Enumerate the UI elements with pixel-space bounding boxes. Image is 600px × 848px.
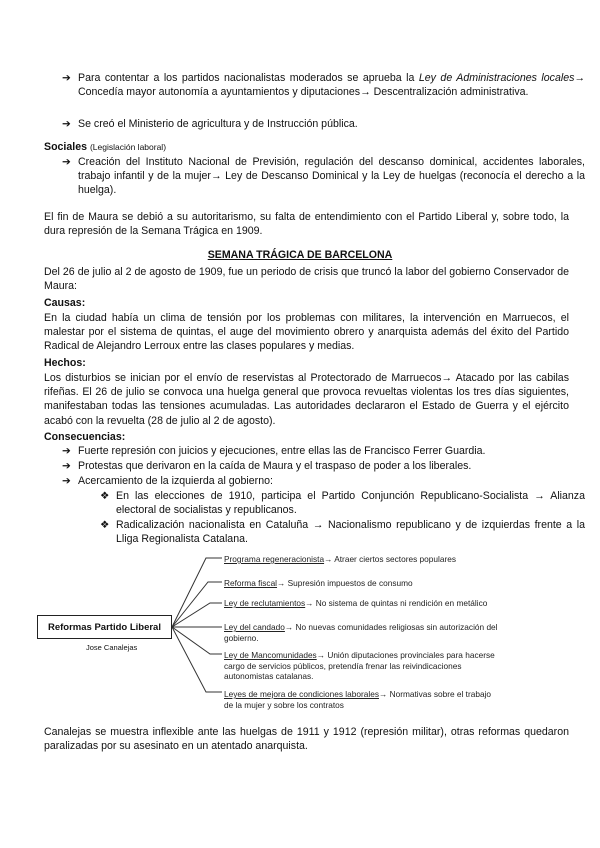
consecuencias-heading: Consecuencias: bbox=[44, 431, 126, 443]
diagram-branch: Reforma fiscal→ Supresión impuestos de consumo bbox=[224, 578, 413, 588]
diagram-branch: Ley del candado→ No nuevas comunidades religiosas sin autorización del gobierno. bbox=[224, 622, 498, 643]
list-item: ➔ Creación del Instituto Nacional de Previsión, regulación del descanso dominical, accidentes laborales, trabajo infantil y de la mujer→ Ley de Descanso Dominical y la Ley de huelgas (reconocía el derecho a la huelga). bbox=[62, 156, 585, 197]
list-item: ➔ Se creó el Ministerio de agricultura y de Instrucción pública. bbox=[62, 118, 358, 130]
section-title: SEMANA TRÁGICA DE BARCELONA bbox=[207, 249, 393, 261]
diagram-branch: Ley de reclutamientos→ No sistema de quintas ni rendición en metálico bbox=[224, 598, 488, 608]
paragraph-closing: Canalejas se muestra inflexible ante las huelgas de 1911 y 1912 (represión militar), otras reformas quedaron paralizadas por su asesinato en un atentado anarquista. bbox=[44, 726, 569, 753]
paragraph-causas: En la ciudad había un clima de tensión por los problemas con militares, la intervención en Marruecos, el malestar por el sistema de quintas, el auge del movimiento obrero y anarquista además del éxito del Partido Radical de Alejandro Lerroux entre las clases populares y medias. bbox=[44, 312, 569, 353]
list-item: ➔ Para contentar a los partidos nacionalistas moderados se aprueba la Ley de Administraciones locales→ Concedía mayor autonomía a ayuntamientos y diputaciones→ Descentralización administrativa. bbox=[62, 72, 585, 99]
connector-line bbox=[172, 558, 222, 627]
arrow-bullet-icon: ➔ bbox=[62, 475, 71, 487]
hechos-heading: Hechos: bbox=[44, 357, 86, 369]
sociales-heading: Sociales (Legislación laboral) bbox=[44, 141, 167, 153]
list-item: ❖ En las elecciones de 1910, participa el Partido Conjunción Republicano-Socialista → Alianza electoral de socialistas y republicanos. bbox=[100, 490, 585, 517]
connector-line bbox=[172, 582, 222, 627]
diagram-branch: Leyes de mejora de condiciones laborales→ Normativas sobre el trabajo de la mujer y sobre los contratos bbox=[224, 689, 492, 710]
diagram-branch: Ley de Mancomunidades→ Unión diputaciones provinciales para hacerse cargo de servicios públicos, pretendía frenar las reivindicaciones autonomistas catalanas. bbox=[224, 650, 495, 682]
list-item: ➔ Acercamiento de la izquierda al gobierno: bbox=[62, 475, 273, 487]
connector-line bbox=[172, 603, 222, 627]
list-item: ➔ Protestas que derivaron en la caída de Maura y el traspaso de poder a los liberales. bbox=[62, 460, 472, 472]
diamond-bullet-icon: ❖ bbox=[100, 490, 110, 502]
paragraph-maura-end: El fin de Maura se debió a su autoritarismo, su falta de entendimiento con el Partido Liberal y, sobre todo, la dura represión de la Semana Trágica en 1909. bbox=[44, 211, 569, 238]
list-item: ❖ Radicalización nacionalista en Cataluña → Nacionalismo republicano y de izquierdas frente a la Lliga Regionalista Catalana. bbox=[100, 519, 585, 546]
paragraph-intro: Del 26 de julio al 2 de agosto de 1909, fue un periodo de crisis que truncó la labor del gobierno Conservador de Maura: bbox=[44, 266, 569, 293]
diamond-bullet-icon: ❖ bbox=[100, 519, 110, 531]
arrow-bullet-icon: ➔ bbox=[62, 118, 71, 130]
diagram-root-caption: Jose Canalejas bbox=[86, 643, 138, 652]
arrow-bullet-icon: ➔ bbox=[62, 460, 71, 472]
paragraph-hechos: Los disturbios se inician por el envío de reservistas al Protectorado de Marruecos→ Atacado por las cabilas rifeñas. El 26 de julio se convoca una huelga general que provoca revueltas violentas los tres días siguientes, manifestaban todas las tensiones acumuladas. Las autoridades declararon el Estado de Guerra y el ejército acabó con la revuelta (28 de julio al 2 de agosto). bbox=[44, 372, 569, 427]
arrow-bullet-icon: ➔ bbox=[62, 445, 71, 457]
list-item: ➔ Fuerte represión con juicios y ejecuciones, entre ellas las de Francisco Ferrer Guardia. bbox=[62, 445, 486, 457]
arrow-bullet-icon: ➔ bbox=[62, 156, 71, 168]
diagram-branch: Programa regeneracionista→ Atraer ciertos sectores populares bbox=[224, 554, 456, 564]
diagram-root-box: Reformas Partido Liberal bbox=[37, 615, 172, 639]
arrow-bullet-icon: ➔ bbox=[62, 72, 71, 84]
connector-line bbox=[172, 627, 222, 692]
causas-heading: Causas: bbox=[44, 297, 86, 309]
